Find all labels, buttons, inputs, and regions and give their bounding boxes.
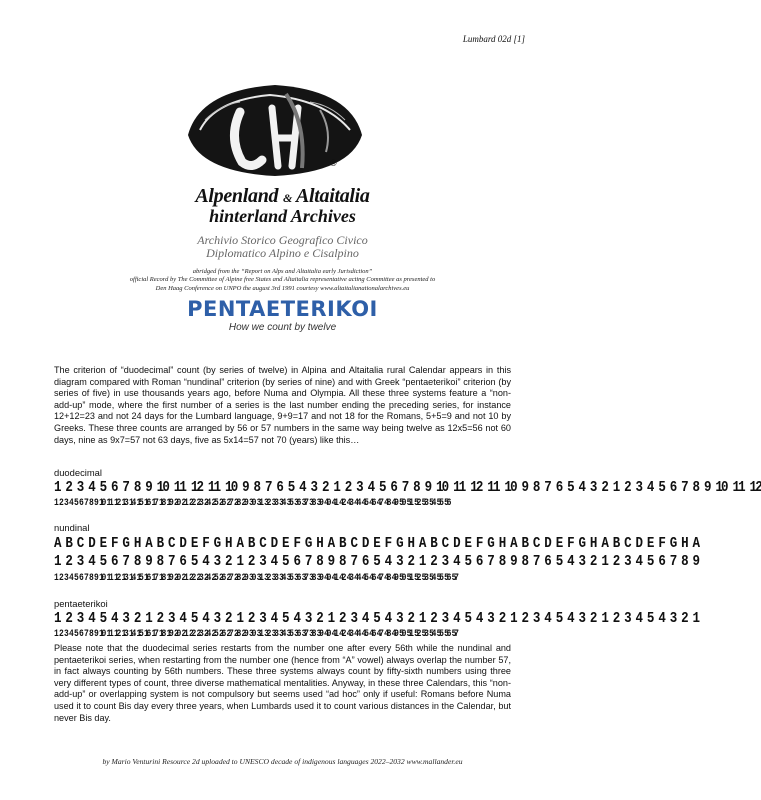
pentaeterikoi-count-row: 1 2 3 4 5 6 7 8 9 10 11 12 13 14 15 16 17 18 19 20 21 22 23 24 25 26 27 28 29 30 31 32 33 34 35 36 37 38 39 40 41 42 43 44 45 46 47 48 49 50 51 52 53 54 55 56 57 [54,628,457,640]
duodecimal-count-row: 1 2 3 4 5 6 7 8 9 10 11 12 13 14 15 16 17 18 19 20 21 22 23 24 25 26 27 28 29 30 31 32 33 34 35 36 37 38 39 40 41 42 43 44 45 46 47 48 49 50 51 52 53 54 55 56 [54,497,450,509]
nundinal-letter-row: A B C D E F G H A B C D E F G H A B C D E F G H A B C D E F G H A B C D E F G H A B C D E F G H A B C D E F G H A [54,535,699,552]
nundinal-series-row: 1 2 3 4 5 6 7 8 9 8 7 6 5 4 3 2 1 2 3 4 5 6 7 8 9 8 7 6 5 4 3 2 1 2 3 4 5 6 7 8 9 8 7 6 5 4 3 2 1 2 3 4 5 6 7 8 9 [54,553,699,570]
brand-subtitle: hinterland Archives [209,206,356,226]
note-paragraph: Please note that the duodecimal series restarts from the number one after every 56th while the nundinal and pentaeterikoi series, when restarting from the number one (hence from “A” vowel) always overlap the number 57, in fact always counting by 56th numbers. These three systems always count by fifty-sixth numbers using three very different types of count, three diverse mathematical mentalities. Anyway, in these three Calendars, this “non-add-up” or overlapping system is not compulsory but seems used “ad hoc” only if useful: Romans before Numa used it to count Bis day every three years, when Lumbards used it to count various distances in the Calendar, but never Bis day. [54,643,511,723]
archive-line-1: Archivio Storico Geografico Civico [197,233,368,247]
page-reference: Lumbard 02d [1] [462,34,525,44]
footer-credit: by Mario Venturini Resource 2d uploaded to UNESCO decade of indigenous languages 2022–2032 www.mallander.eu [102,757,463,766]
archive-line-2: Diplomatico Alpino e Cisalpino [206,246,359,260]
intro-paragraph: The criterion of “duodecimal” count (by series of twelve) in Alpina and Altaitalia rural Calendar appears in this diagram compared with Roman “nundinal” criterion (by series of nine) and with Greek “pentaeterikoi” criterion (by series of five) in use thousands years ago, before Numa and Olympia. All these three systems feature a “non-add-up” mode, where the first number of a series is the last number ending the preceding series, for instance 12+12=23 and not 24 days for the Lumbard language, 9+9=17 and not 18 for the Romans, 5+5=9 and not 10 by Greeks. These three counts are arranged by 56 or 57 numbers in the same way being twelve as 12x5=56 not 60 days, nine as 9x7=57 not 63 days, five as 5x14=57 not 70 (years) like this… [54,365,511,445]
brand-amp: & [282,191,292,205]
duodecimal-series-row: 1 2 3 4 5 6 7 8 9 10 11 12 11 10 9 8 7 6 5 4 3 2 1 2 3 4 5 6 7 8 9 10 11 12 11 10 9 8 7 6 5 4 3 2 1 2 3 4 5 6 7 8 9 10 11 12 [54,479,761,496]
abridged-note [40,268,525,293]
nundinal-count-row: 1 2 3 4 5 6 7 8 9 10 11 12 13 14 15 16 17 18 19 20 21 22 23 24 25 26 27 28 29 30 31 32 33 34 35 36 37 38 39 40 41 42 43 44 45 46 47 48 49 50 51 52 53 54 55 56 57 [54,572,457,584]
abridged-line-3: Den Haag Conference on UNPO the august 3rd 1991 courtesy www.altaitalianationalarchives.eu [155,284,410,292]
pentaeterikoi-series-row: 1 2 3 4 5 4 3 2 1 2 3 4 5 4 3 2 1 2 3 4 5 4 3 2 1 2 3 4 5 4 3 2 1 2 3 4 5 4 3 2 1 2 3 4 5 4 3 2 1 2 3 4 5 4 3 2 1 [54,610,699,627]
brand-second: Altaitalia [295,185,370,207]
abridged-line-2: official Record by The Committee of Alpine free States and Altaitalia representative acting Committee as presented to [129,276,436,284]
page-title: PENTAETERIKOI [187,297,378,321]
archive-logo [180,80,370,180]
brand-main: Alpenland [195,185,279,207]
duodecimal-label: duodecimal [54,467,102,478]
registered-mark: ® [330,158,337,168]
nundinal-label: nundinal [54,522,90,533]
pentaeterikoi-label: pentaeterikoi [54,598,108,609]
brand-title [0,185,565,208]
abridged-line-1: abridged from the “Report on Alps and Altaitalia early Jurisdiction” [192,268,373,275]
page-subtitle: How we count by twelve [228,322,337,333]
